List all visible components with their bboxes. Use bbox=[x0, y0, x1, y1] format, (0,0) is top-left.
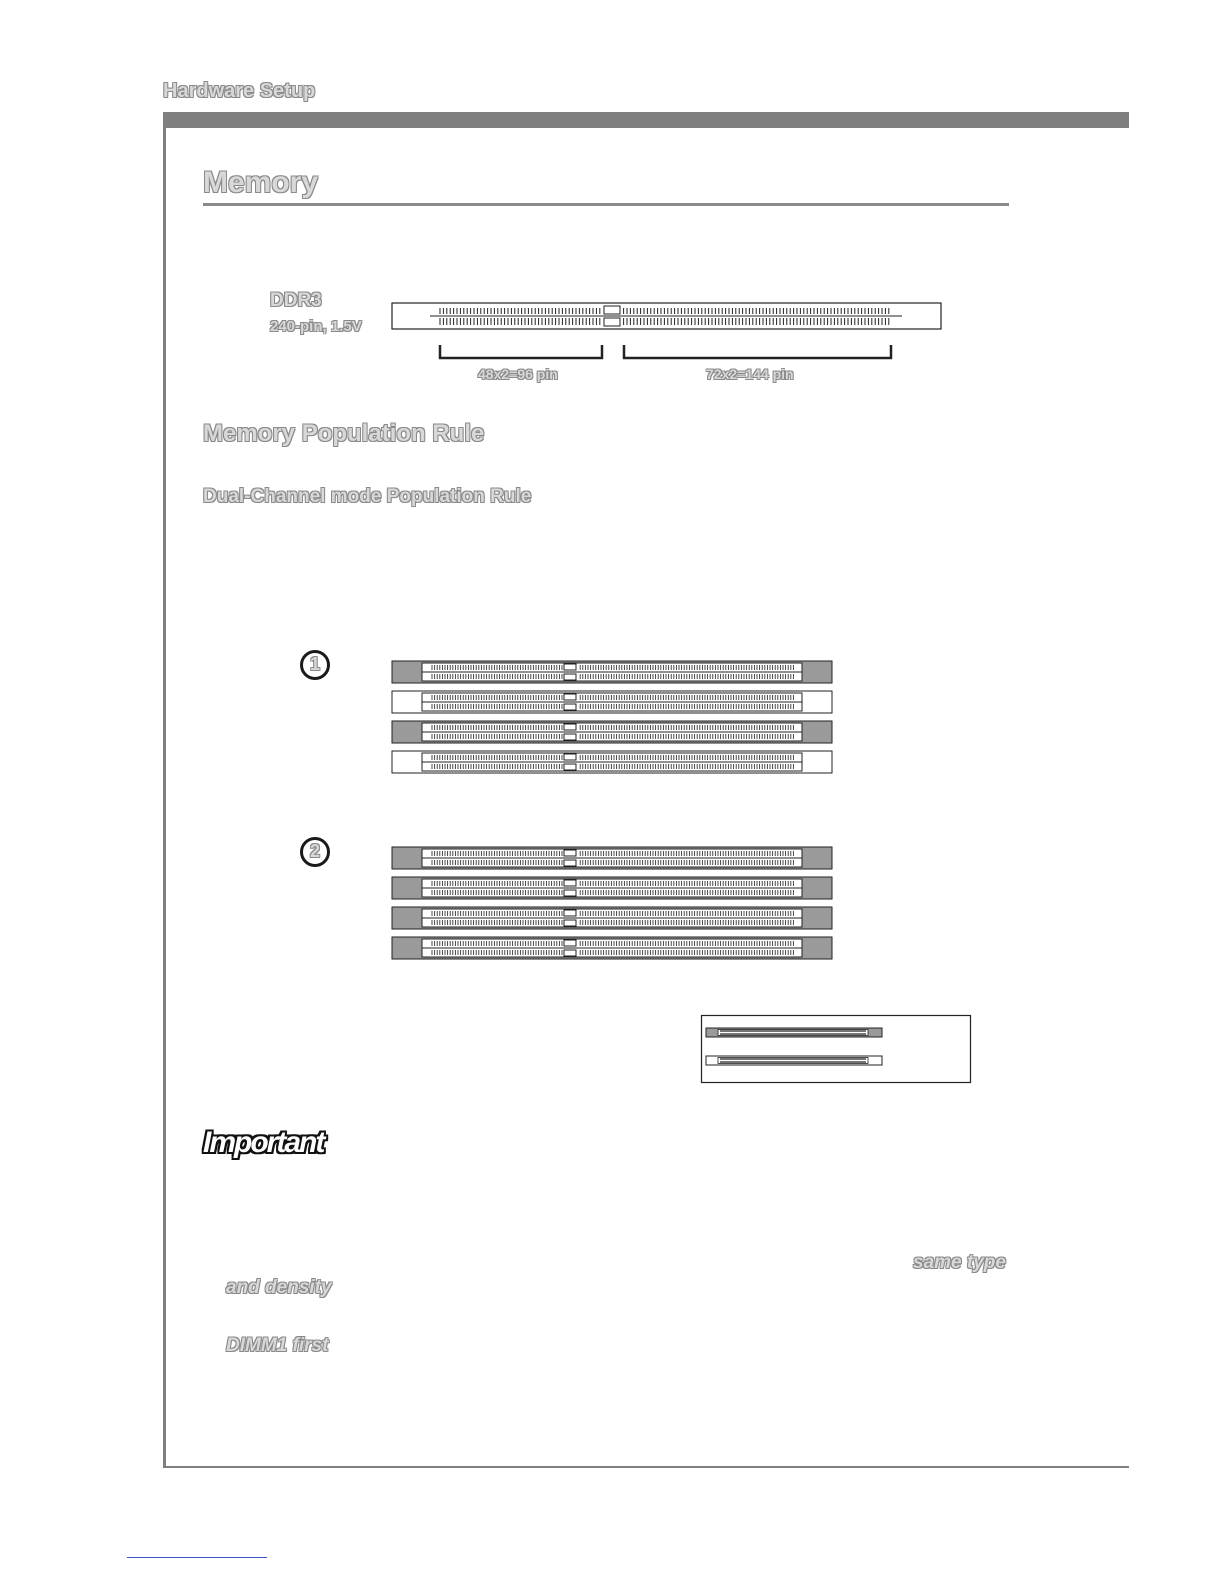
dimm-slot-3 bbox=[392, 907, 832, 929]
right-pin-count: 72x2=144 pin bbox=[706, 366, 794, 382]
module-type: DDR3 bbox=[270, 290, 322, 311]
config-1-slots bbox=[390, 660, 836, 776]
note-dimm1-first: DIMM1 first bbox=[226, 1335, 329, 1356]
note-same-type: same type bbox=[913, 1252, 1006, 1273]
dual-channel-heading: Dual-Channel mode Population Rule bbox=[203, 486, 532, 507]
right-pin-bracket bbox=[624, 345, 891, 358]
note-and-density: and density bbox=[226, 1277, 332, 1298]
left-margin-rule bbox=[163, 112, 166, 1468]
page-title: Memory bbox=[203, 166, 319, 199]
dimm-slot-3 bbox=[392, 721, 832, 743]
config-2-badge: 2 bbox=[300, 837, 330, 867]
legend-slot-empty bbox=[706, 1056, 882, 1065]
footer-rule bbox=[163, 1466, 1129, 1468]
dimm-slot-2 bbox=[392, 877, 832, 899]
config-2-slots bbox=[390, 846, 836, 962]
important-heading: Important bbox=[203, 1126, 324, 1159]
section-header: Hardware Setup bbox=[163, 80, 316, 102]
dimm-slot-4 bbox=[392, 937, 832, 959]
legend-slot-filled bbox=[706, 1028, 882, 1037]
dimm-slot-1 bbox=[392, 847, 832, 869]
title-underline bbox=[203, 203, 1009, 206]
module-spec: 240-pin, 1.5V bbox=[270, 318, 362, 335]
dimm-slot-1 bbox=[392, 661, 832, 683]
ddr3-module-diagram bbox=[390, 300, 946, 390]
dimm-slot-4 bbox=[392, 751, 832, 773]
footer-link-underline bbox=[127, 1557, 267, 1558]
left-pin-count: 48x2=96 pin bbox=[478, 366, 558, 382]
config-1-badge: 1 bbox=[300, 650, 330, 680]
header-bar bbox=[163, 112, 1129, 128]
slot-legend bbox=[700, 1014, 974, 1086]
dimm-slot-2 bbox=[392, 691, 832, 713]
population-rule-heading: Memory Population Rule bbox=[203, 420, 485, 447]
left-pin-bracket bbox=[440, 345, 602, 358]
